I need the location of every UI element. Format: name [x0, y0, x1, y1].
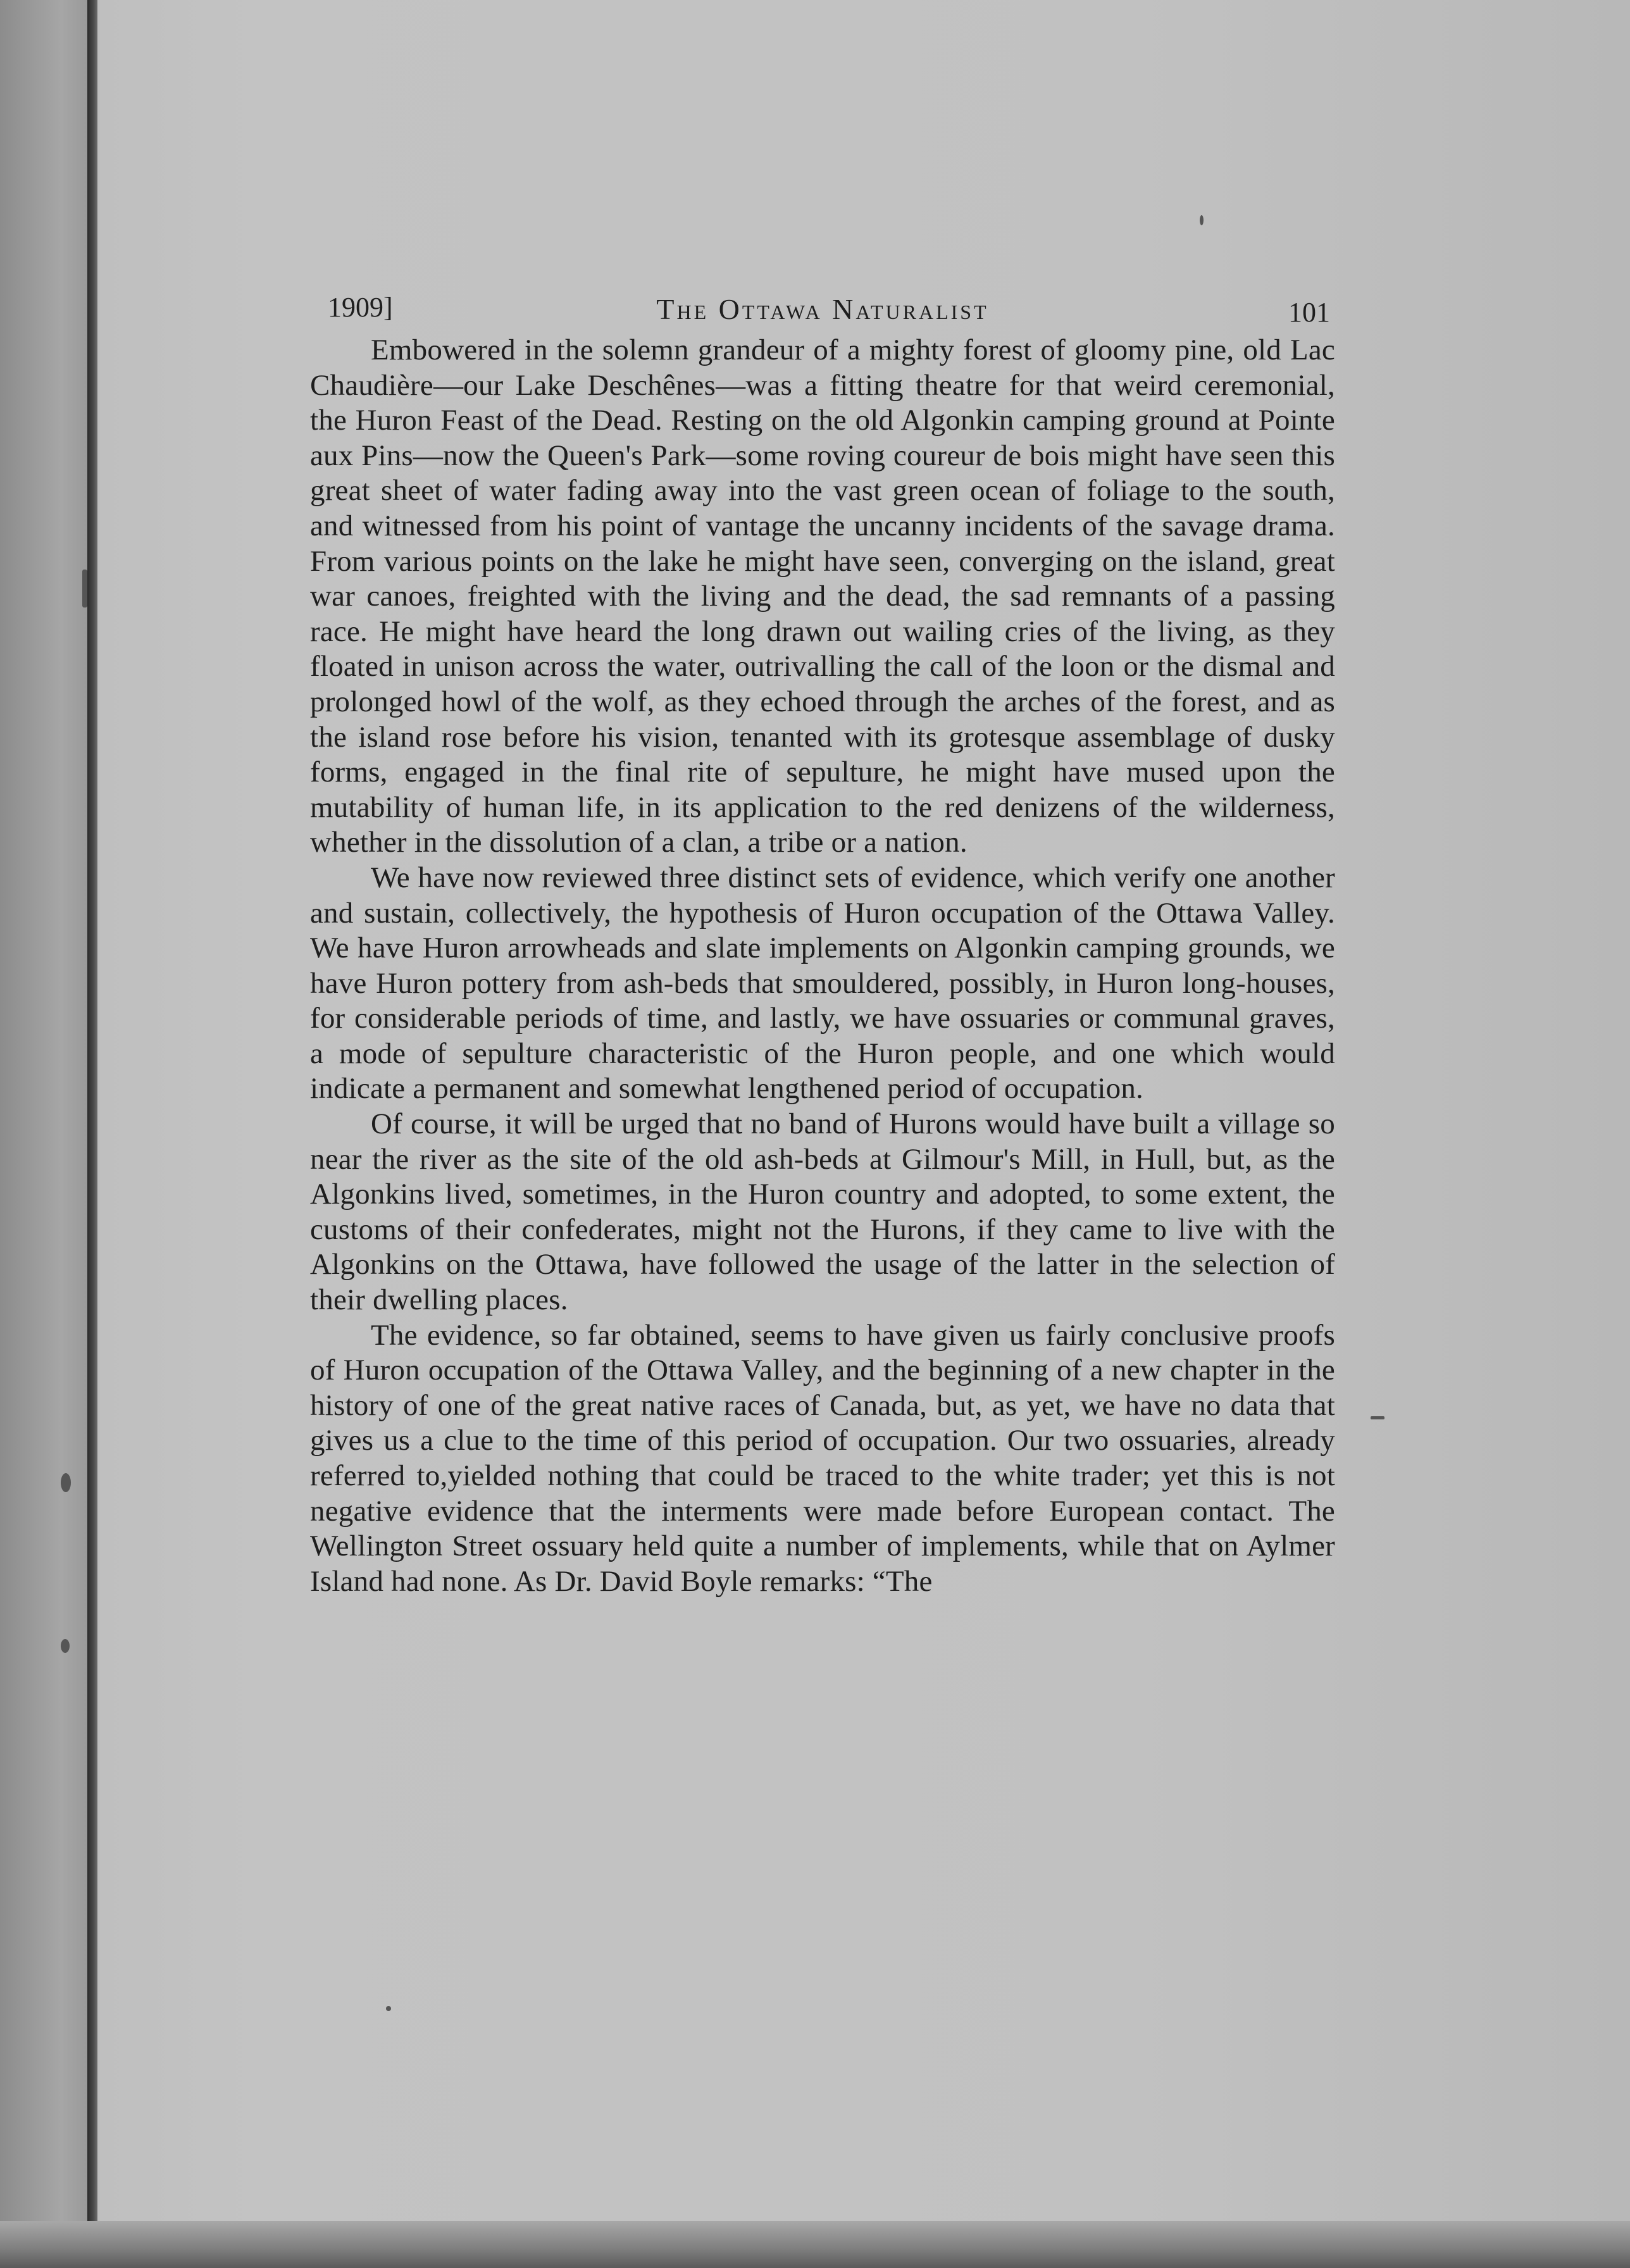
header-title: The Ottawa Naturalist: [656, 293, 989, 325]
ink-speck: [61, 1639, 70, 1653]
paragraph: Of course, it will be urged that no band of Hurons would have built a village so near the river as the site of the old ash-beds at Gilmour's Mill, in Hull, but, as the Algonkins lived, sometimes, in the Huron country and adopted, to some extent, the customs of their confederates, might not the Hurons, if they came to live with the Algonkins on the Ottawa, have followed the usage of the latter in the selection of their dwelling places.: [310, 1107, 1335, 1317]
ink-speck: [1200, 215, 1204, 225]
paragraph: The evidence, so far obtained, seems to have given us fairly conclusive proofs of Huron occupation of the Ottawa Valley, and the beginning of a new chapter in the history of one of the great native races of Canada, but, as yet, we have no data that gives us a clue to the time of this period of occupation. Our two ossuaries, already referred to,yielded nothing that could be traced to the white trader; yet this is not negative evidence that the interments were made before European contact. The Wellington Street ossuary held quite a number of implements, while that on Aylmer Island had none. As Dr. David Boyle remarks: “The: [310, 1318, 1335, 1598]
paragraph: Embowered in the solemn grandeur of a mighty forest of gloomy pine, old Lac Chaudière—our Lake Deschênes—was a fitting theatre for that weird ceremonial, the Huron Feast of the Dead. Resting on the old Algonkin camping ground at Pointe aux Pins—now the Queen's Park—some roving coureur de bois might have seen this great sheet of water fading away into the vast green ocean of foliage to the south, and witnessed from his point of vantage the uncanny incidents of the savage drama. From various points on the lake he might have seen, converging on the island, great war canoes, freighted with the living and the dead, the sad remnants of a passing race. He might have heard the long drawn out wailing cries of the living, as they floated in unison across the water, outrivalling the call of the loon or the dismal and prolonged howl of the wolf, as they echoed through the arches of the forest, and as the island rose before his vision, tenanted with its grotesque assemblage of dusky forms, engaged in the final rite of sepulture, he might have mused upon the mutability of human life, in its application to the red denizens of the wilderness, whether in the dissolution of a clan, a tribe or a nation.: [310, 333, 1335, 859]
page-body: [310, 333, 1335, 1599]
header-year: 1909]: [328, 292, 393, 323]
page-number: 101: [1288, 297, 1330, 328]
book-page: [310, 278, 1335, 1599]
bottom-scan-edge: [0, 2221, 1630, 2268]
ink-speck: [386, 2006, 391, 2011]
running-header: [310, 278, 1335, 329]
ink-speck: [82, 570, 87, 608]
ink-speck: [1371, 1416, 1384, 1419]
binding-shadow: [0, 0, 87, 2268]
binding-edge: [87, 0, 97, 2268]
paragraph: We have now reviewed three distinct sets of evidence, which verify one another and sustain, collectively, the hypothesis of Huron occupation of the Ottawa Valley. We have Huron arrowheads and slate implements on Algonkin camping grounds, we have Huron pottery from ash-beds that smouldered, possibly, in Huron long-houses, for considerable periods of time, and lastly, we have ossuaries or communal graves, a mode of sepulture characteristic of the Huron people, and one which would indicate a permanent and somewhat lengthened period of occupation.: [310, 861, 1335, 1106]
ink-speck: [61, 1473, 71, 1492]
